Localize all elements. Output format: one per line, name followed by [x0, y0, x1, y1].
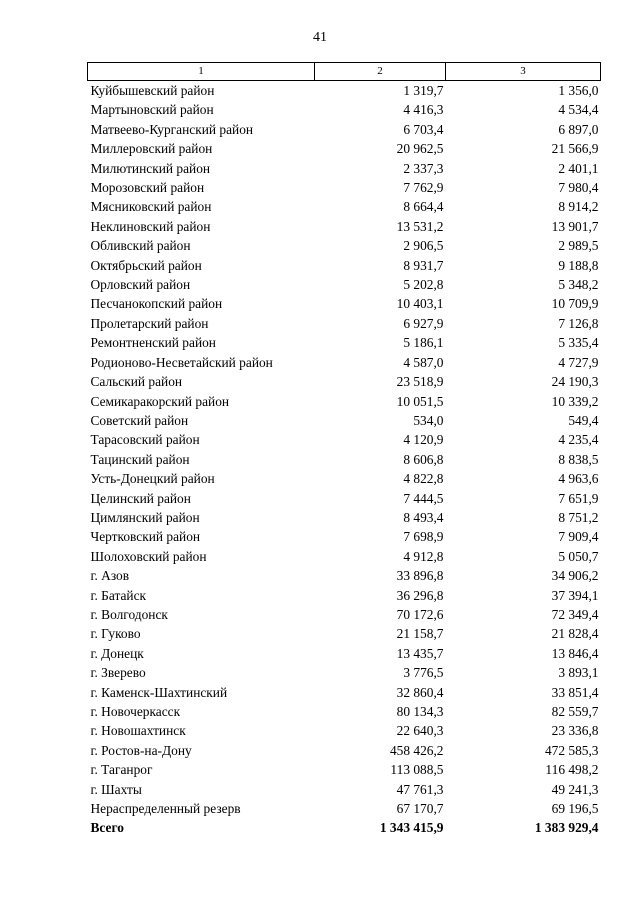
- row-value-col3: 82 559,7: [551, 704, 599, 719]
- row-value-col2: 4 912,8: [403, 548, 444, 564]
- row-name: г. Таганрог: [90, 762, 153, 778]
- row-value-col3: 9 188,8: [558, 257, 599, 273]
- row-value-col2: 47 761,3: [396, 781, 444, 797]
- table-row: [88, 799, 601, 818]
- row-value-col3: 33 851,4: [551, 684, 599, 700]
- table-row: [88, 624, 601, 643]
- row-value-col2: 4 822,8: [403, 471, 444, 487]
- row-value-col3: 4 235,4: [558, 432, 599, 448]
- table-row: [88, 430, 601, 449]
- row-name: г. Новочеркасск: [90, 704, 181, 719]
- row-name: г. Новошахтинск: [90, 723, 186, 739]
- row-name: Обливский район: [90, 238, 191, 254]
- table-row: [88, 139, 601, 158]
- column-header-1: 1: [88, 63, 315, 81]
- table-row: [88, 760, 601, 779]
- table-row: [88, 450, 601, 469]
- row-name: Мартыновский район: [90, 102, 214, 118]
- row-value-col3: 21 566,9: [551, 141, 599, 157]
- row-value-col2: 70 172,6: [396, 606, 444, 622]
- row-value-col3: 472 585,3: [544, 742, 599, 758]
- row-name: Семикаракорский район: [90, 393, 230, 409]
- row-name: Сальский район: [90, 374, 183, 390]
- row-value-col3: 116 498,2: [545, 762, 599, 778]
- table-row: [88, 683, 601, 702]
- table-row: [88, 256, 601, 275]
- row-value-col2: 21 158,7: [396, 626, 444, 642]
- total-label: Всего: [90, 820, 124, 836]
- total-value-col2: 1 343 415,9: [379, 820, 444, 836]
- table-row: [88, 741, 601, 760]
- row-value-col3: 4 727,9: [558, 354, 599, 370]
- row-name: Тарасовский район: [90, 432, 200, 448]
- row-name: Октябрьский район: [90, 257, 202, 273]
- table-row: [88, 314, 601, 333]
- row-value-col2: 8 931,7: [403, 257, 444, 273]
- row-name: Милютинский район: [90, 160, 211, 176]
- table-row: [88, 702, 601, 721]
- row-value-col2: 7 698,9: [403, 529, 444, 545]
- row-name: Миллеровский район: [90, 141, 213, 157]
- row-value-col3: 10 709,9: [551, 296, 599, 312]
- row-value-col2: 6 703,4: [403, 121, 444, 137]
- allocation-table: [87, 62, 601, 838]
- row-value-col2: 7 762,9: [403, 180, 444, 196]
- table-row: [88, 508, 601, 527]
- table-row: [88, 644, 601, 663]
- row-name: Неклиновский район: [90, 218, 211, 234]
- table-row: [88, 178, 601, 197]
- row-value-col3: 4 963,6: [558, 471, 599, 487]
- table-header-row: [88, 63, 601, 81]
- row-value-col3: 1 356,0: [558, 83, 599, 98]
- row-name: Тацинский район: [90, 451, 190, 467]
- row-value-col2: 5 186,1: [403, 335, 444, 351]
- row-value-col3: 6 897,0: [558, 121, 599, 137]
- table-row: [88, 489, 601, 508]
- table-row: [88, 527, 601, 546]
- row-name: Мясниковский район: [90, 199, 212, 215]
- row-name: Целинский район: [90, 490, 191, 506]
- row-value-col2: 6 927,9: [403, 315, 444, 331]
- total-value-col3: 1 383 929,4: [534, 820, 599, 836]
- row-name: г. Каменск-Шахтинский: [90, 684, 228, 700]
- row-value-col3: 2 989,5: [558, 238, 599, 254]
- table-row: [88, 566, 601, 585]
- table-row: [88, 780, 601, 799]
- row-name: г. Донецк: [90, 645, 144, 661]
- table-row: [88, 663, 601, 682]
- row-value-col2: 10 051,5: [396, 393, 444, 409]
- row-value-col3: 49 241,3: [551, 781, 599, 797]
- table-row: [88, 469, 601, 488]
- row-value-col2: 8 493,4: [403, 509, 444, 525]
- row-value-col3: 24 190,3: [551, 374, 599, 390]
- row-name: Пролетарский район: [90, 315, 209, 331]
- row-value-col3: 23 336,8: [551, 723, 599, 739]
- row-name: Шолоховский район: [90, 548, 207, 564]
- row-value-col2: 32 860,4: [396, 684, 444, 700]
- row-value-col3: 5 050,7: [558, 548, 599, 564]
- row-value-col3: 34 906,2: [551, 568, 599, 584]
- row-name: Усть-Донецкий район: [90, 471, 215, 487]
- table-row: [88, 159, 601, 178]
- row-value-col2: 7 444,5: [403, 490, 444, 506]
- table-row: [88, 333, 601, 352]
- row-value-col2: 22 640,3: [396, 723, 444, 739]
- table-row: [88, 392, 601, 411]
- row-value-col3: 5 335,4: [558, 335, 599, 351]
- row-value-col2: 2 337,3: [403, 160, 444, 176]
- row-name: Морозовский район: [90, 180, 205, 196]
- row-value-col2: 4 416,3: [403, 102, 444, 118]
- row-value-col2: 67 170,7: [396, 801, 444, 817]
- table-row: [88, 120, 601, 139]
- table-row: [88, 721, 601, 740]
- row-value-col3: 7 909,4: [558, 529, 599, 545]
- table-row: [88, 372, 601, 391]
- row-value-col2: 36 296,8: [396, 587, 444, 603]
- row-value-col3: 5 348,2: [558, 277, 599, 293]
- table-row: [88, 605, 601, 624]
- row-value-col3: 8 838,5: [558, 451, 599, 467]
- row-value-col2: 4 587,0: [403, 354, 444, 370]
- row-value-col2: 534,0: [413, 412, 444, 428]
- row-value-col2: 8 606,8: [403, 451, 444, 467]
- row-value-col3: 8 914,2: [558, 199, 599, 215]
- row-name: Родионово-Несветайский район: [90, 354, 273, 370]
- row-value-col3: 72 349,4: [551, 606, 599, 622]
- row-name: Матвеево-Курганский район: [90, 121, 254, 137]
- row-name: г. Гуково: [90, 626, 141, 642]
- row-value-col3: 7 980,4: [558, 180, 599, 196]
- row-value-col2: 2 906,5: [403, 238, 444, 254]
- row-name: Орловский район: [90, 277, 191, 293]
- row-name: Нераспределенный резерв: [90, 801, 241, 817]
- row-value-col3: 21 828,4: [551, 626, 599, 642]
- row-name: г. Ростов-на-Дону: [90, 742, 192, 758]
- table-row: [88, 586, 601, 605]
- table-row: [88, 275, 601, 294]
- row-value-col2: 4 120,9: [403, 432, 444, 448]
- row-value-col3: 3 893,1: [558, 665, 599, 681]
- table-row: [88, 197, 601, 216]
- row-name: Цимлянский район: [90, 509, 200, 525]
- row-name: г. Азов: [90, 568, 130, 584]
- row-value-col3: 4 534,4: [558, 102, 599, 118]
- row-value-col2: 10 403,1: [396, 296, 444, 312]
- row-value-col3: 8 751,2: [558, 509, 599, 525]
- table-row: [88, 411, 601, 430]
- row-value-col2: 13 531,2: [396, 218, 444, 234]
- row-name: Чертковский район: [90, 529, 201, 545]
- table-row: [88, 353, 601, 372]
- row-value-col2: 13 435,7: [396, 645, 444, 661]
- row-value-col3: 549,4: [568, 412, 599, 428]
- column-header-3: 3: [446, 63, 601, 81]
- row-value-col3: 13 901,7: [551, 218, 599, 234]
- row-name: Ремонтненский район: [90, 335, 216, 351]
- row-name: Песчанокопский район: [90, 296, 223, 312]
- row-value-col2: 80 134,3: [396, 704, 444, 719]
- row-value-col2: 1 319,7: [403, 83, 444, 98]
- row-value-col2: 33 896,8: [396, 568, 444, 584]
- row-value-col2: 23 518,9: [396, 374, 444, 390]
- table-row: [88, 547, 601, 566]
- row-name: г. Волгодонск: [90, 606, 168, 622]
- table-row: [88, 294, 601, 313]
- total-row: [88, 818, 601, 837]
- row-name: Куйбышевский район: [90, 83, 215, 98]
- table-row: [88, 236, 601, 255]
- row-value-col2: 8 664,4: [403, 199, 444, 215]
- table-body: [88, 81, 601, 838]
- row-value-col2: 20 962,5: [396, 141, 444, 157]
- row-value-col2: 3 776,5: [403, 665, 444, 681]
- row-value-col3: 10 339,2: [551, 393, 599, 409]
- row-value-col2: 113 088,5: [390, 762, 444, 778]
- row-value-col2: 458 426,2: [389, 742, 444, 758]
- column-header-2: 2: [315, 63, 446, 81]
- page-number: 41: [313, 30, 327, 45]
- row-value-col3: 2 401,1: [558, 160, 599, 176]
- table-row: [88, 81, 601, 101]
- table-row: [88, 217, 601, 236]
- row-name: г. Зверево: [90, 665, 146, 681]
- row-value-col3: 69 196,5: [551, 801, 599, 817]
- table-row: [88, 100, 601, 119]
- row-value-col3: 13 846,4: [551, 645, 599, 661]
- row-value-col3: 7 126,8: [558, 315, 599, 331]
- row-name: г. Шахты: [90, 781, 142, 797]
- row-name: г. Батайск: [90, 587, 147, 603]
- row-value-col3: 37 394,1: [551, 587, 599, 603]
- row-value-col2: 5 202,8: [403, 277, 444, 293]
- row-value-col3: 7 651,9: [558, 490, 599, 506]
- row-name: Советский район: [90, 412, 189, 428]
